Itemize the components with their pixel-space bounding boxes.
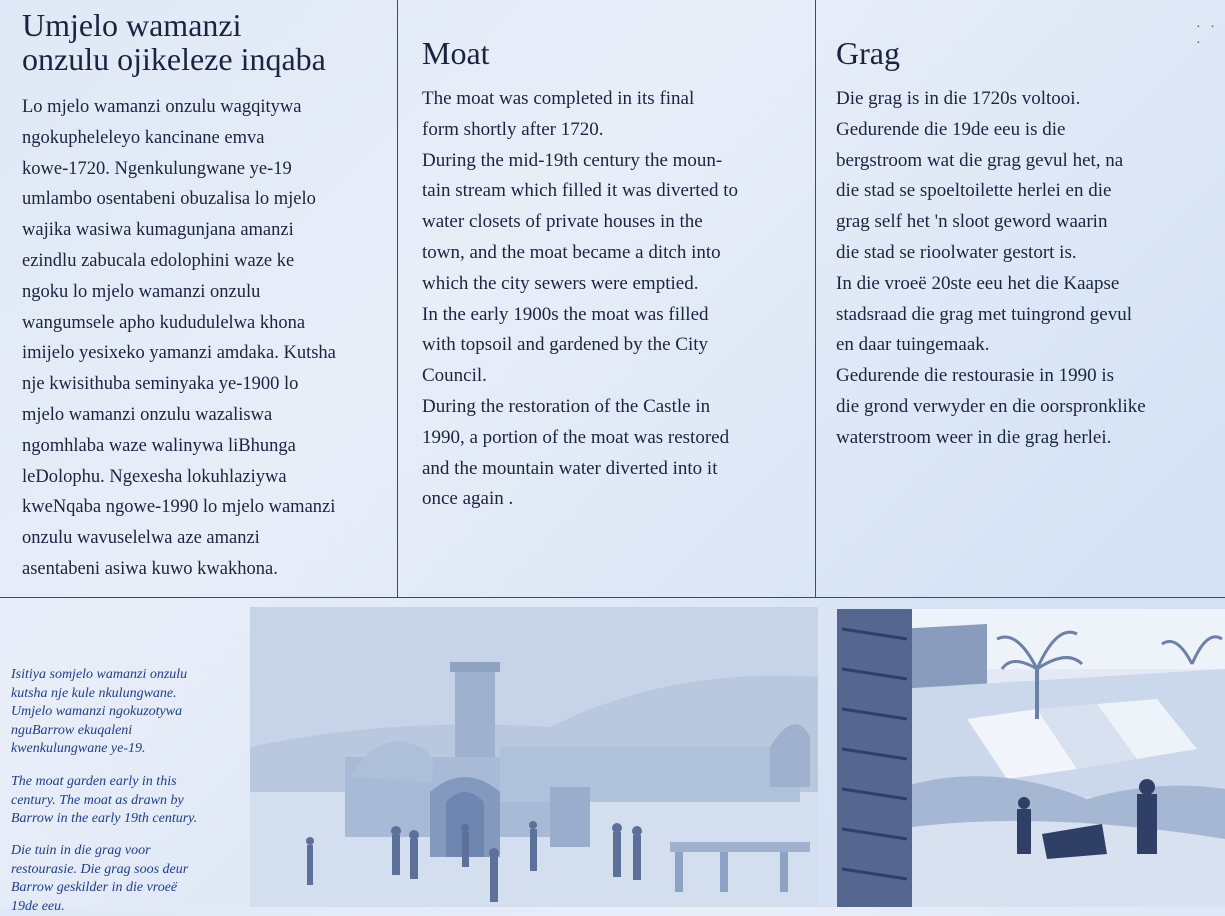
column-divider-2 — [815, 0, 816, 597]
xhosa-body: Lo mjelo wamanzi onzulu wagqitywa ngokupheleleyo kancinane emva kowe-1720. Ngenkulungwane ye-19 umlambo osentabeni obuzalisa lo mjelo wajika wasiwa kumagunjana amanzi ezindlu zabucala edolophini waze ke ngoku lo mjelo wamanzi onzulu wangumsele apho kududulelwa khona imijelo yesixeko yamanzi amdaka. Kutsha nje kwisithuba seminyaka ye-1900 lo mjelo wamanzi onzulu wazaliswa ngomhlaba waze walinywa liBhunga leDolophu. Ngexesha lokuhlaziywa kweNqaba ngowe-1990 lo mjelo wamanzi onzulu wavuselelwa aze amanzi asentabeni asiwa kuwo kwakhona. — [22, 97, 336, 579]
moat-garden-photo — [837, 609, 1225, 907]
afrikaans-column — [836, 0, 1216, 454]
caption-english: The moat garden early in this century. The moat as drawn by Barrow in the early 19th century. — [11, 774, 198, 826]
castle-gate-drawing — [250, 607, 818, 907]
caption-xhosa: Isitiya somjelo wamanzi onzulu kutsha nje kule nkulungwane. Umjelo wamanzi ngokuzotywa nguBarrow ekuqaleni kwenkulungwane ye-19. — [11, 667, 188, 756]
english-column — [422, 0, 807, 515]
caption-afrikaans: Die tuin in die grag voor restourasie. Die grag soos deur Barrow geskilder in die vroeë 19de eeu. — [11, 843, 189, 914]
xhosa-title: Umjelo wamanzi onzulu ojikeleze inqaba — [22, 7, 326, 77]
column-divider-1 — [397, 0, 398, 597]
xhosa-column — [22, 0, 392, 585]
decorative-dots: · · · — [1196, 20, 1218, 51]
afrikaans-title: Grag — [836, 35, 900, 71]
afrikaans-body: Die grag is in die 1720s voltooi. Gedurende die 19de eeu is die bergstroom wat die grag gevul het, na die stad se spoeltoilette herlei en die grag self het 'n sloot geword waarin die stad se rioolwater gestort is. In die vroeë 20ste eeu het die Kaapse stadsraad die grag met tuingrond gevul en daar tuingemaak. Gedurende die restourasie in 1990 is die grond verwyder en die oorspronklike waterstroom weer in die grag herlei. — [836, 88, 1146, 448]
panel-divider — [0, 597, 1225, 598]
english-body: The moat was completed in its final form shortly after 1720. During the mid-19th century the moun- tain stream which filled it was diverted to water closets of private houses in the town, and the moat became a ditch into which the city sewers were emptied. In the early 1900s the moat was filled with topsoil and gardened by the City Council. During the restoration of the Castle in 1990, a portion of the moat was restored and the mountain water diverted into it once again . — [422, 88, 739, 510]
english-title: Moat — [422, 35, 490, 71]
